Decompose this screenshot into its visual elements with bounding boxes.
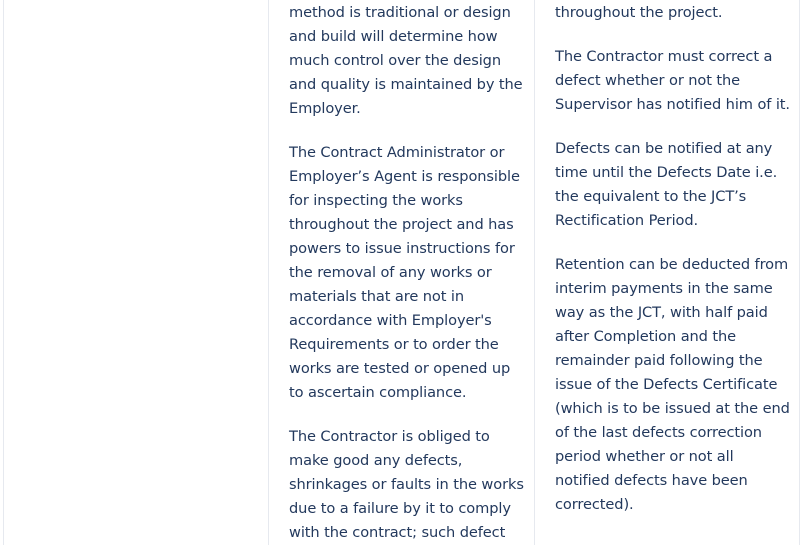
- text-line: The Contractor must correct a: [555, 48, 773, 65]
- text-line: shrinkages or faults in the works: [289, 476, 524, 493]
- column-divider-middle-right: [534, 0, 535, 545]
- column-divider-right: [799, 0, 800, 545]
- paragraph: [555, 1, 795, 25]
- paragraph: [289, 141, 524, 405]
- text-line: remainder paid following the: [555, 352, 763, 369]
- traditional-column-text: [289, 1, 524, 545]
- text-line: powers to issue instructions for: [289, 240, 515, 257]
- text-line: method is traditional or design: [289, 4, 511, 21]
- text-line: Employer’s Agent is responsible: [289, 168, 520, 185]
- text-line: time until the Defects Date i.e.: [555, 164, 778, 181]
- text-line: way as the JCT, with half paid: [555, 304, 768, 321]
- text-line: the equivalent to the JCT’s: [555, 188, 747, 205]
- text-line: with the contract; such defect: [289, 524, 506, 541]
- text-line: works are tested or opened up: [289, 360, 511, 377]
- text-line: Defects can be notified at any: [555, 140, 773, 157]
- text-line: period whether or not all: [555, 448, 734, 465]
- text-line: and quality is maintained by the: [289, 76, 523, 93]
- text-line: Supervisor has notified him of it.: [555, 96, 790, 113]
- nec-column-text: [555, 1, 795, 537]
- text-line: throughout the project and has: [289, 216, 514, 233]
- text-line: materials that are not in: [289, 288, 465, 305]
- paragraph: [555, 253, 795, 517]
- paragraph: [289, 425, 524, 545]
- text-line: make good any defects,: [289, 452, 463, 469]
- text-line: interim payments in the same: [555, 280, 773, 297]
- text-line: The Contractor is obliged to: [289, 428, 490, 445]
- paragraph: [289, 1, 524, 121]
- text-line: the removal of any works or: [289, 264, 492, 281]
- text-line: throughout the project.: [555, 4, 723, 21]
- text-line: accordance with Employer's: [289, 312, 492, 329]
- text-line: due to a failure by it to comply: [289, 500, 511, 517]
- text-line: corrected).: [555, 496, 634, 513]
- text-line: notified defects have been: [555, 472, 748, 489]
- text-line: of the last defects correction: [555, 424, 762, 441]
- text-line: The Contract Administrator or: [289, 144, 505, 161]
- text-line: (which is to be issued at the end: [555, 400, 790, 417]
- text-line: issue of the Defects Certificate: [555, 376, 778, 393]
- text-line: much control over the design: [289, 52, 501, 69]
- paragraph: [555, 137, 795, 233]
- text-line: Requirements or to order the: [289, 336, 499, 353]
- text-line: for inspecting the works: [289, 192, 463, 209]
- text-line: to ascertain compliance.: [289, 384, 467, 401]
- text-line: Rectification Period.: [555, 212, 699, 229]
- text-line: Employer.: [289, 100, 361, 117]
- text-line: defect whether or not the: [555, 72, 741, 89]
- column-divider-middle-left: [268, 0, 269, 545]
- text-line: and build will determine how: [289, 28, 498, 45]
- column-divider-left: [3, 0, 4, 545]
- paragraph: [555, 45, 795, 117]
- text-line: Retention can be deducted from: [555, 256, 789, 273]
- text-line: after Completion and the: [555, 328, 737, 345]
